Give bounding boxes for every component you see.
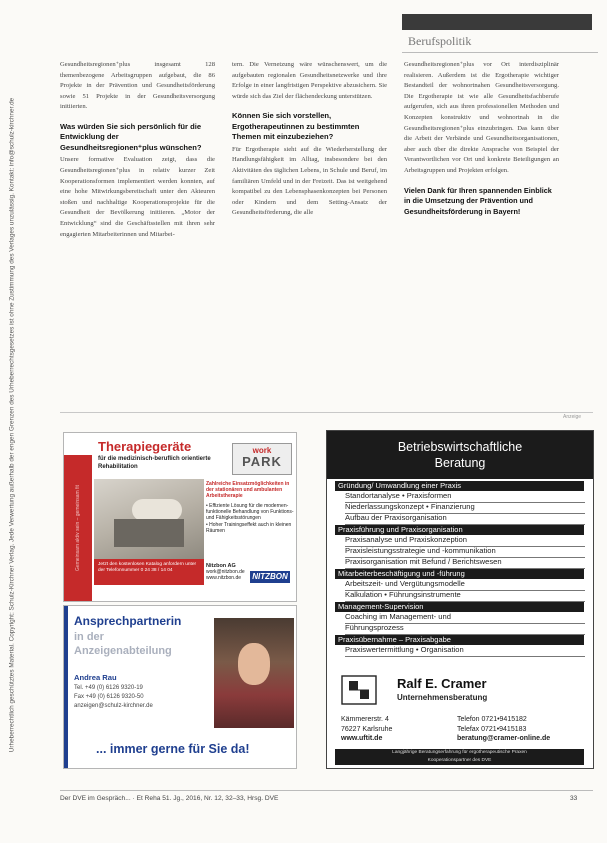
ad-header (327, 431, 593, 479)
article-column-3 (404, 60, 559, 217)
service-item: Standortanalyse • Praxisformen (345, 491, 585, 503)
service-item: Arbeitszeit- und Vergütungsmodelle (345, 579, 585, 591)
article-column-1 (60, 60, 215, 240)
contact-details (74, 684, 153, 711)
paragraph: tern. Die Vernetzung wäre wünschenswert, um die aufgebauten regionalen Gesundheitsnetzwerke und ihre Erfolge in einer langfristigen Perspektive abzusichern. Sie würde sich das Ziel der flächendeckung unterstützen. (232, 61, 387, 100)
ad-therapy-equipment[interactable] (63, 432, 297, 602)
logo-word-bottom: PARK (242, 454, 282, 469)
service-item: Praxisanalyse und Praxiskonzeption (345, 535, 585, 547)
ad-label: Anzeige (563, 414, 582, 420)
copyright-sidebar (4, 40, 20, 810)
service-item: Führungsprozess (345, 623, 585, 635)
service-item: Praxisorganisation mit Befund / Berichtswesen (345, 557, 585, 569)
email-link[interactable]: anzeigen@schulz-kirchner.de (74, 703, 153, 709)
question-heading: Können Sie sich vorstellen, Ergotherapeutinnen zu bestimmten Themen mit einzubeziehen? (232, 111, 360, 142)
service-item: Coaching im Management- und (345, 612, 585, 624)
address-line: Kämmererstr. 4 (341, 716, 389, 723)
header-line: Betriebswirtschaftliche (397, 440, 523, 454)
service-section-title: Praxisführung und Praxisorganisation (335, 525, 584, 535)
ad-side-strip (64, 455, 92, 601)
company-name: Nitzbon AG (206, 563, 236, 569)
header-line: Beratung (434, 456, 486, 470)
header-bar (402, 14, 592, 30)
ad-contact-person[interactable] (63, 605, 297, 769)
fax-line: Fax +49 (0) 6126 9320-50 (74, 694, 144, 700)
footer-line: Kooperationspartner des DVE (427, 758, 492, 763)
section-divider (60, 412, 593, 413)
feature-item: • Hoher Trainingseffekt auch in kleinen Räumen (206, 522, 294, 534)
email-link[interactable]: beratung@cramer-online.de (457, 735, 551, 743)
contact-line: work@nitzbon.de (206, 569, 245, 575)
service-section-title: Mitarbeiterbeschäftigung und -führung (335, 569, 584, 579)
feature-list (206, 481, 294, 536)
strip-text: Gemeinsam aktiv sein – gemeinsam fit (75, 485, 81, 571)
service-item: Niederlassungskonzept • Finanzierung (345, 502, 585, 514)
service-section-title: Gründung/ Umwandlung einer Praxis (335, 481, 584, 491)
phone-line: Telefon 0721•9415182 (457, 716, 527, 723)
feature-item: • Effiziente Lösung für die modernen-funktionelle Behandlung von Funktions- und Fähigkeitsstörungen (206, 503, 294, 522)
copyright-text: Urheberrechtlich geschütztes Material. Copyright: Schulz-Kirchner Verlag. Jede Verwertung außerhalb der engen Grenzen des Urheberrechtsgesetzes ist ohne Zustimmung des Verlages unzulässig. Kontakt: info@schulz-kirchner.de (8, 97, 16, 753)
question-heading: Was würden Sie sich persönlich für die Entwicklung der Gesundheitsregionen⁺plus wünschen? (60, 121, 202, 152)
ad-cta: ... immer gerne für Sie da! (96, 742, 250, 756)
paragraph: Gesundheitsregionen⁺plus vor Ort interdisziplinär realisieren. Außerdem ist die Ergotherapie wichtiger Bestandteil der wohnortnahen Gesundheitsversorgung. Die Ergotherapie ist wie alle Gesundheitsfachberufe aufgerufen, sich aus ihren professionellen Methoden und Konzepten konstruktiv und wohnortnah in die Gesundheitsregionen⁺plus einzubringen. Das kann über die Arbeit der Verbände und Gesundheitsorganisationen, aber auch über die direkte Ansprache von Beispiel der Verantwortlichen vor Ort und konkrete Beteiligungen an Arbeitsgruppen und Projekten erfolgen. (404, 61, 559, 174)
closing-statement: Vielen Dank für Ihren spannenden Einblick in die Umsetzung der Prävention und Gesundheitsförderung in Bayern! (404, 185, 552, 216)
paragraph: Unsere formative Evaluation zeigt, dass die Gesundheitsregionen⁺plus in relativ kurzer Zeit Kooperationsformen implementiert werden konnten, auf eine hohe Mitwirkungsbereitschaft unter den Akteuren stoßen und nachhaltige Kooperationsprojekte für die Gesundheit der Bevölkerung initiieren. „Motor der Entwicklung“ sind die Geschäftsstellen mit ihren sehr engagierten Mitarbeiterinnen und Mitarbei- (60, 156, 215, 238)
company-address (341, 715, 392, 744)
ad-accent-strip (64, 606, 68, 768)
company-phones (457, 715, 550, 744)
nitzbon-logo: NITZBON (250, 571, 290, 583)
citation: Der DVE im Gespräch... · Et Reha 51. Jg., 2016, Nr. 12, 32–33, Hrsg. DVE (60, 795, 279, 802)
address-line: 76227 Karlsruhe (341, 725, 393, 733)
paragraph: Gesundheitsregionen⁺plus insgesamt 128 themenbezogene Arbeitsgruppen aufgebaut, die 86 Projekte in der Prävention und Gesundheitsförderung sowie 51 Projekte in der Gesundheitsversorgung initiierten. (60, 61, 215, 111)
phone-line: Tel. +49 (0) 6126 9320-19 (74, 685, 143, 691)
section-label: Berufspolitik (402, 34, 598, 53)
service-item: Aufbau der Praxisorganisation (345, 513, 585, 525)
workpark-logo (232, 443, 292, 475)
therapy-photo (94, 479, 204, 559)
contact-photo (214, 618, 294, 728)
ad-footer (335, 749, 584, 765)
fax-line: Telefax 0721•9415183 (457, 725, 527, 733)
catalog-callout: Jetzt den kostenlosen Katalog anfordern unter der Telefonnummer 0 24 38 / 14 04 (94, 559, 204, 585)
ad-title: Therapiegeräte (98, 439, 192, 454)
website-link[interactable]: www.uftit.de (341, 735, 383, 743)
company-logo-icon (341, 675, 377, 705)
ad-business-consulting[interactable] (326, 430, 594, 769)
logo-word-top: work (252, 446, 272, 455)
contact-line[interactable]: www.nitzbon.de (206, 575, 242, 581)
service-section-title: Management-Supervision (335, 602, 584, 612)
contact-name: Andrea Rau (74, 673, 117, 682)
service-item: Praxisleistungsstrategie und -kommunikation (345, 546, 585, 558)
ad-subtitle: in der Anzeigenabteilung (74, 631, 172, 657)
footer-line: Langjährige Beratungserfahrung für ergotherapeutische Praxen (392, 750, 527, 755)
ad-subtitle: für die medizinisch-beruflich orientierte Rehabilitation (98, 456, 211, 470)
article-column-2 (232, 60, 387, 219)
feature-title: Zahlreiche Einsatzmöglichkeiten in der stationären und ambulanten Arbeitstherapie (206, 481, 290, 500)
page-number: 33 (570, 795, 578, 802)
company-name: Ralf E. Cramer (397, 676, 487, 691)
company-contact (206, 563, 250, 581)
company-subtitle: Unternehmensberatung (397, 693, 488, 702)
ad-title: Ansprechpartnerin (74, 614, 182, 628)
service-item: Kalkulation • Führungsinstrumente (345, 590, 585, 602)
paragraph: Für Ergotherapie sieht auf die Wiederherstellung der Handlungsfähigkeit im Alltag, insbesondere bei den Aktivitäten des täglichen Lebens, in Schule und Beruf, im familiären Umfeld und in der Freizeit. Das ist weitgehend kompatibel zu den Lebensphasenkonzepten bei Personen oder Kindern und dem Setting-Ansatz der Gesundheitsförderung, die alle (232, 145, 387, 217)
footer-rule (60, 790, 593, 791)
service-item: Praxiswertermittlung • Organisation (345, 645, 585, 657)
service-section-title: Praxisübernahme – Praxisabgabe (335, 635, 584, 645)
